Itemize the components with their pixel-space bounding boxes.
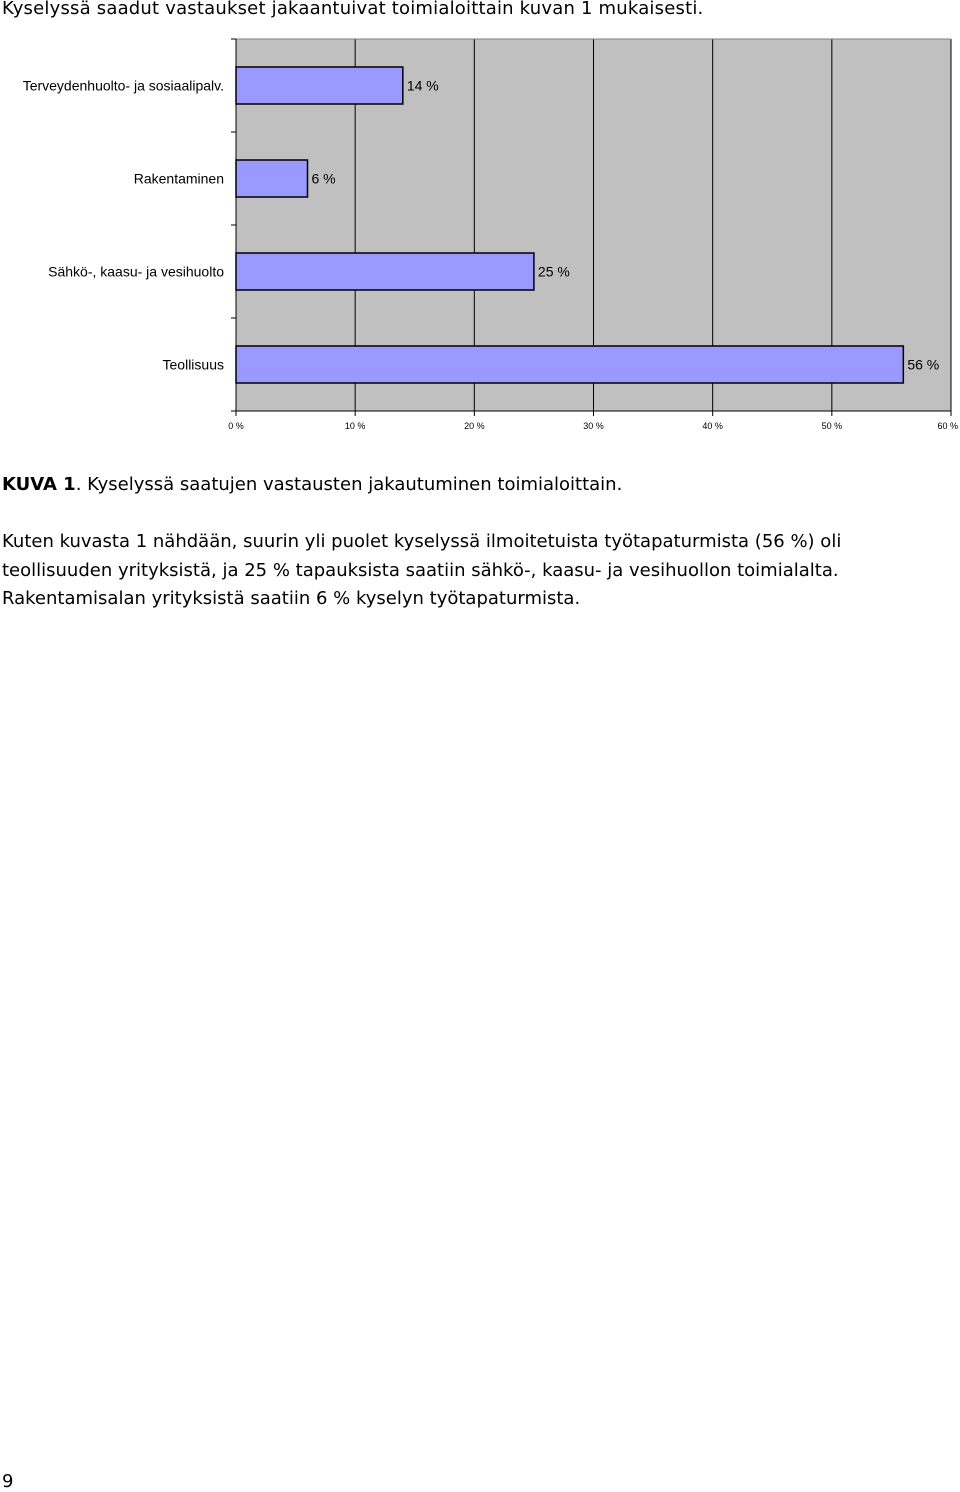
bar — [236, 160, 308, 197]
data-label: 6 % — [311, 170, 336, 187]
x-tick-label: 40 % — [702, 421, 723, 431]
body-line: Rakentamisalan yrityksistä saatiin 6 % kyselyn työtapaturmista. — [2, 588, 581, 609]
category-label: Terveydenhuolto- ja sosiaalipalv. — [22, 77, 224, 94]
body-line: teollisuuden yrityksistä, ja 25 % tapauksista saatiin sähkö-, kaasu- ja vesihuollon toimialalta. — [2, 559, 839, 581]
bar — [236, 253, 534, 290]
caption-label: KUVA 1 — [2, 474, 76, 495]
x-tick-label: 50 % — [821, 421, 843, 431]
page-number: 9 — [2, 1471, 14, 1492]
bar — [236, 346, 903, 383]
body-line: Kuten kuvasta 1 nähdään, suurin yli puolet kyselyssä ilmoitetuista työtapaturmista (56 %) oli — [2, 531, 842, 552]
intro-paragraph: Kyselyssä saadut vastaukset jakaantuivat toimialoittain kuvan 1 mukaisesti. — [2, 0, 704, 19]
x-tick-label: 60 % — [937, 421, 958, 431]
category-label: Rakentaminen — [133, 170, 224, 187]
x-tick-label: 10 % — [344, 421, 366, 431]
x-tick-label: 20 % — [464, 421, 485, 431]
category-label: Sähkö-, kaasu- ja vesihuolto — [48, 263, 224, 280]
data-label: 56 % — [907, 356, 940, 373]
body-paragraph — [2, 528, 958, 614]
category-label: Teollisuus — [162, 356, 224, 373]
x-tick-label: 30 % — [583, 421, 604, 431]
bar-chart — [0, 30, 960, 440]
data-label: 25 % — [537, 263, 570, 280]
caption-text: . Kyselyssä saatujen vastausten jakautuminen toimialoittain. — [75, 474, 623, 495]
data-label: 14 % — [406, 77, 439, 94]
figure-caption — [2, 474, 622, 495]
bar — [236, 67, 403, 104]
x-tick-label: 0 % — [228, 421, 244, 431]
